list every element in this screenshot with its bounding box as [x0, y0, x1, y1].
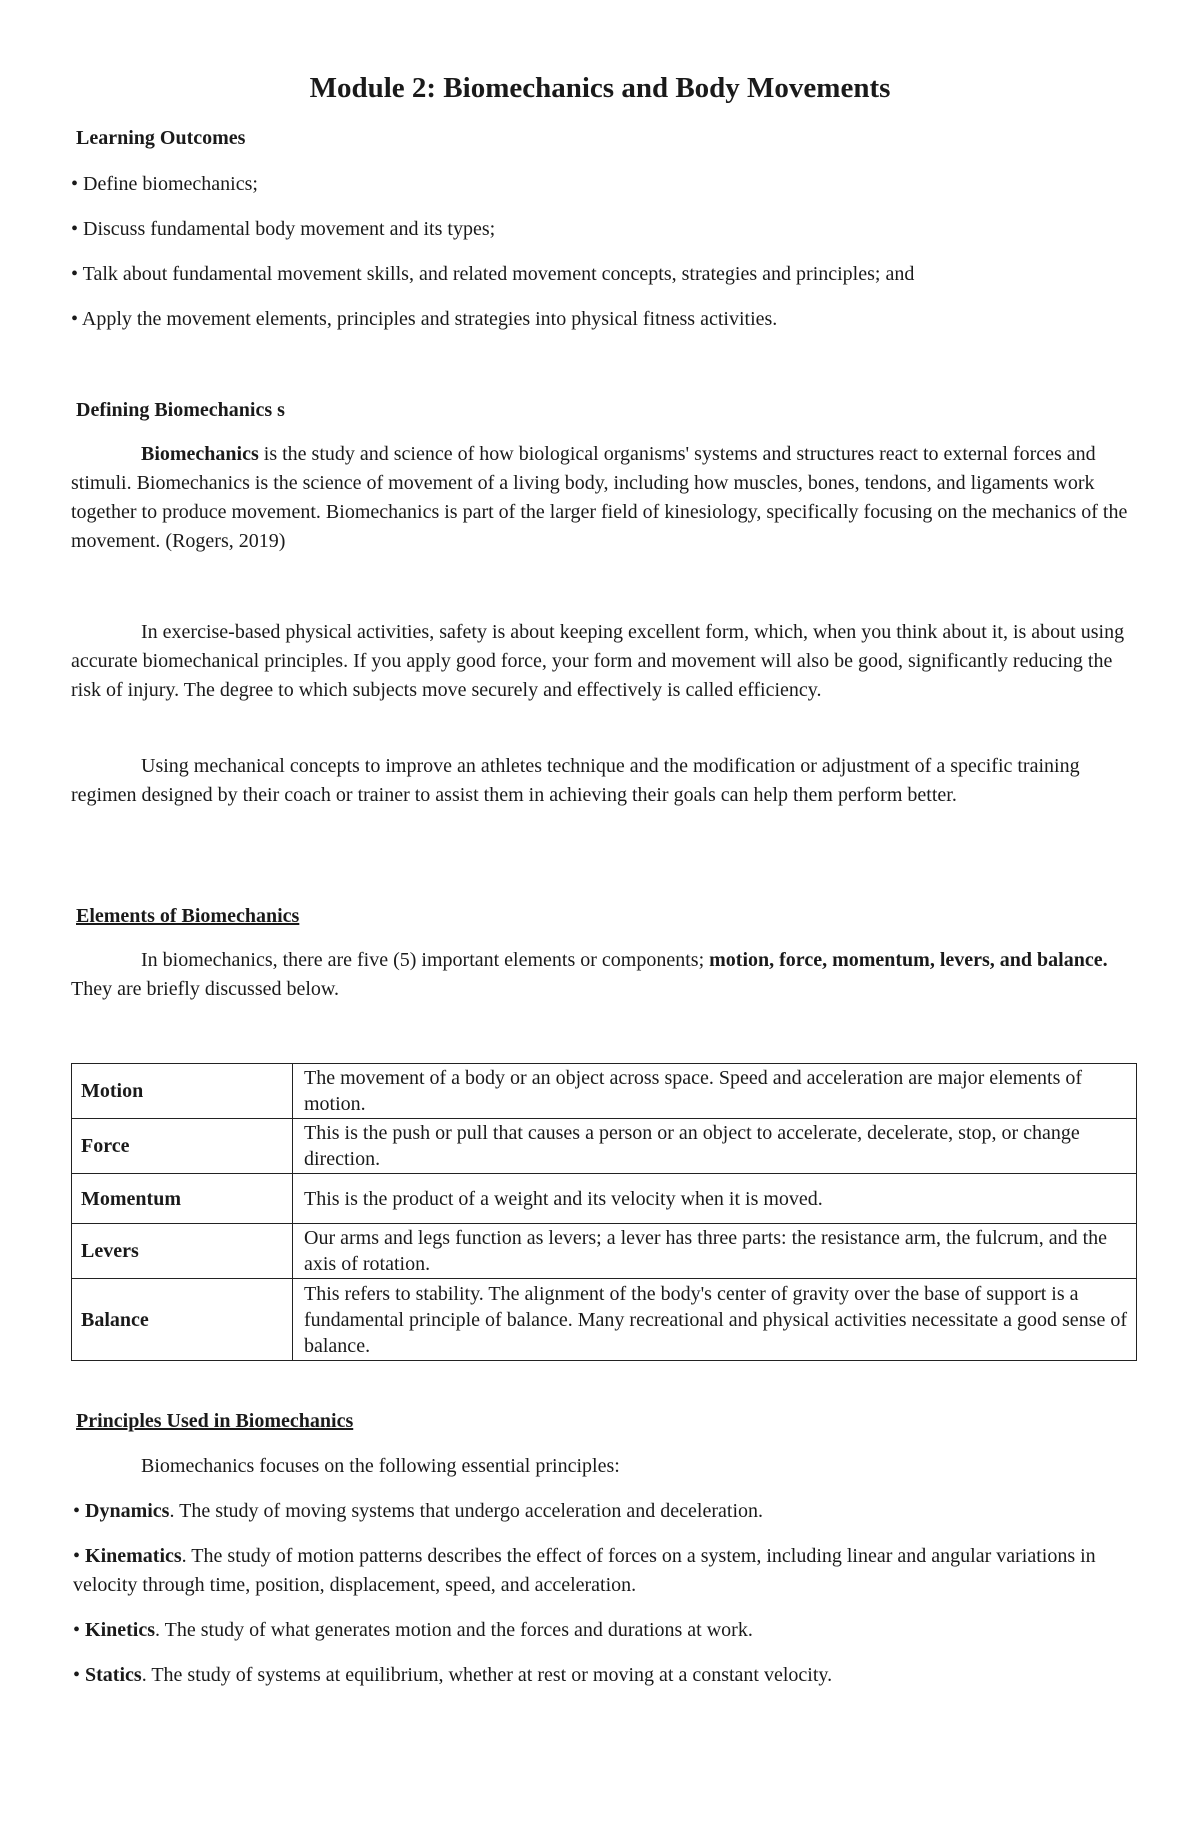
element-term: Momentum — [72, 1174, 293, 1224]
principle-item-kinetics — [73, 1616, 1133, 1645]
elements-intro-text: In biomechanics, there are five (5) important elements or components; — [141, 949, 710, 971]
table-row — [72, 1174, 1137, 1224]
element-definition: This refers to stability. The alignment of the body's center of gravity over the base of support is a fundamental principle of balance. Many recreational and physical activities necessitate a good sense of balance. — [293, 1279, 1137, 1361]
elements-heading-text: Elements of Biomechanics — [76, 905, 300, 927]
elements-intro-paragraph — [71, 946, 1131, 1004]
principles-intro-paragraph — [71, 1452, 1131, 1481]
principle-text: . The study of systems at equilibrium, whether at rest or moving at a constant velocity. — [141, 1664, 833, 1686]
principle-text: . The study of motion patterns describes the effect of forces on a system, including linear and angular variations in velocity through time, position, displacement, speed, and acceleration. — [73, 1545, 1096, 1596]
page-title: Module 2: Biomechanics and Body Movements — [309, 72, 891, 104]
bullet: • — [73, 1500, 86, 1522]
elements-intro-end: They are briefly discussed below. — [71, 978, 340, 1000]
principle-term: Kinematics — [85, 1545, 182, 1567]
bullet: • — [73, 1664, 86, 1686]
definition-paragraph — [71, 440, 1131, 556]
principle-term: Dynamics — [85, 1500, 170, 1522]
table-row — [72, 1279, 1137, 1361]
principle-item-dynamics — [73, 1497, 1133, 1526]
elements-list-bold: motion, force, momentum, levers, and balance. — [709, 949, 1108, 971]
principle-item-kinematics — [73, 1542, 1133, 1600]
outcome-item: • Define biomechanics; — [71, 173, 258, 195]
defining-biomechanics-heading: Defining Biomechanics s — [76, 399, 285, 421]
outcome-item: • Talk about fundamental movement skills, and related movement concepts, strategies and principles; and — [71, 263, 915, 285]
principles-heading-text: Principles Used in Biomechanics — [76, 1410, 354, 1432]
table-row — [72, 1119, 1137, 1174]
definition-term: Biomechanics — [141, 443, 259, 465]
bullet: • — [73, 1619, 86, 1641]
element-definition: This is the push or pull that causes a person or an object to accelerate, decelerate, stop, or change direction. — [293, 1119, 1137, 1174]
element-term: Motion — [72, 1064, 293, 1119]
principle-text: . The study of what generates motion and the forces and durations at work. — [155, 1619, 753, 1641]
element-definition: The movement of a body or an object across space. Speed and acceleration are major elements of motion. — [293, 1064, 1137, 1119]
principle-term: Kinetics — [85, 1619, 156, 1641]
elements-table — [71, 1063, 1137, 1361]
element-definition: This is the product of a weight and its velocity when it is moved. — [293, 1174, 1137, 1224]
technique-paragraph — [71, 752, 1131, 810]
principle-item-statics — [73, 1661, 1133, 1690]
bullet: • — [73, 1545, 86, 1567]
definition-text: is the study and science of how biological organisms' systems and structures react to external forces and stimuli. Biomechanics is the science of movement of a living body, including how muscles, bones, tendons, and ligaments work together to produce movement. Biomechanics is part of the larger field of kinesiology, specifically focusing on the mechanics of the movement. (Rogers, 2019) — [71, 443, 1128, 552]
element-definition: Our arms and legs function as levers; a lever has three parts: the resistance arm, the fulcrum, and the axis of rotation. — [293, 1224, 1137, 1279]
element-term: Force — [72, 1119, 293, 1174]
outcome-item: • Discuss fundamental body movement and its types; — [71, 218, 496, 240]
principle-term: Statics — [85, 1664, 142, 1686]
principles-heading — [76, 1407, 353, 1436]
table-row — [72, 1224, 1137, 1279]
technique-text: Using mechanical concepts to improve an athletes technique and the modification or adjustment of a specific training regimen designed by their coach or trainer to assist them in achieving their goals can help them perform better. — [71, 755, 1080, 806]
safety-text: In exercise-based physical activities, safety is about keeping excellent form, which, when you think about it, is about using accurate biomechanical principles. If you apply good force, your form and movement will also be good, significantly reducing the risk of injury. The degree to which subjects move securely and effectively is called efficiency. — [71, 621, 1125, 701]
learning-outcomes-heading: Learning Outcomes — [76, 127, 246, 149]
outcome-item: • Apply the movement elements, principles and strategies into physical fitness activities. — [71, 308, 778, 330]
element-term: Levers — [72, 1224, 293, 1279]
element-term: Balance — [72, 1279, 293, 1361]
elements-heading — [76, 902, 299, 931]
safety-paragraph — [71, 618, 1131, 705]
table-row — [72, 1064, 1137, 1119]
principle-text: . The study of moving systems that undergo acceleration and deceleration. — [169, 1500, 764, 1522]
principles-intro-text: Biomechanics focuses on the following essential principles: — [141, 1455, 620, 1477]
